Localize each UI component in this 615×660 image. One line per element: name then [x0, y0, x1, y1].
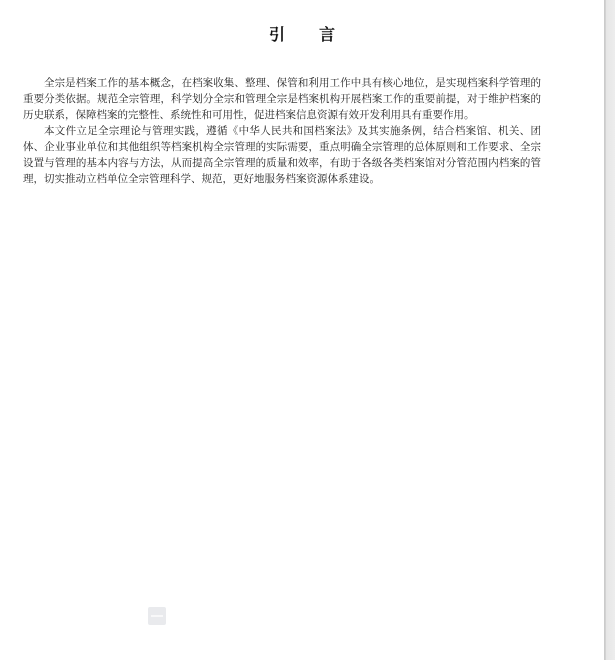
- page-title: 引言: [268, 25, 369, 44]
- watermark-icon: [148, 607, 166, 625]
- body-text: [23, 75, 541, 187]
- paragraph-1: 全宗是档案工作的基本概念，在档案收集、整理、保管和利用工作中具有核心地位，是实现档案科学管理的重要分类依据。规范全宗管理，科学划分全宗和管理全宗是档案机构开展档案工作的重要前提，对于维护档案的历史联系，保障档案的完整性、系统性和可用性，促进档案信息资源有效开发利用具有重要作用。: [23, 77, 541, 121]
- page-edge-divider: [604, 0, 615, 660]
- paragraph-2: 本文件立足全宗理论与管理实践，遵循《中华人民共和国档案法》及其实施条例，结合档案馆、机关、团体、企业事业单位和其他组织等档案机构全宗管理的实际需要，重点明确全宗管理的总体原则和工作要求、全宗设置与管理的基本内容与方法，从而提高全宗管理的质量和效率，有助于各级各类档案馆对分管范围内档案的管理，切实推动立档单位全宗管理科学、规范，更好地服务档案资源体系建设。: [23, 125, 541, 185]
